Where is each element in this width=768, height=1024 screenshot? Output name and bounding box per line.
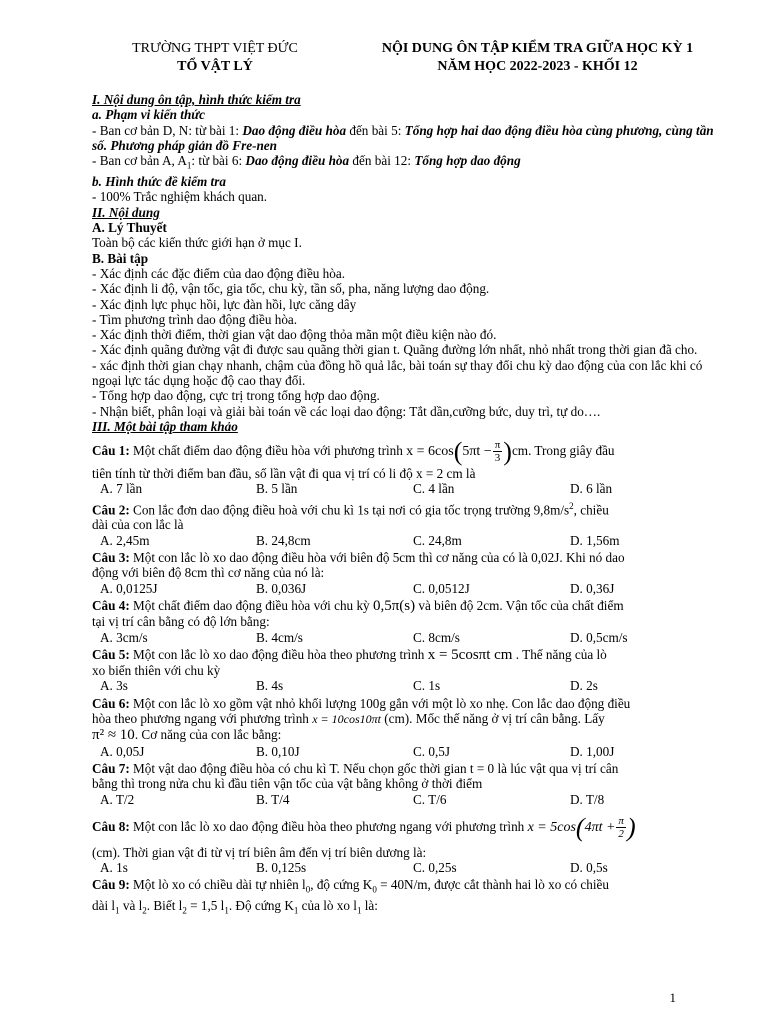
question-1: Câu 1: Một chất điểm dao động điều hòa với phương trình x = 6cos(5πt − $\frac{\pi}{3}$ )cm. Trong giây đầu tiên tính từ thời điểm ban đầu, số lần vật đi qua vị trí có li độ x = 2 cm là A. 7 lần B. 5 lần C. 4 lần D. 6 lần xyxy=(92,436,722,497)
section-1b-heading: b. Hình thức đề kiểm tra xyxy=(92,174,226,190)
section-2-heading: II. Nội dung xyxy=(92,204,160,220)
answer-options xyxy=(92,678,722,693)
exercise-item: - Xác định các đặc điểm của dao động điều hòa. xyxy=(92,265,346,281)
option-a[interactable]: A. 7 lần xyxy=(100,481,143,497)
question-6: Câu 6: Một con lắc lò xo gồm vật nhỏ khối lượng 100g gắn với một lò xo nhẹ. Con lắc dao động điều hòa theo phương ngang với phương trình x = 10cos10πt (cm). Mốc thế năng ở vị trí cân bằng. Lấy π² ≈ 10. Cơ năng của con lắc bằng: A. 0,05J B. 0,10J C. 0,5J D. 1,00J xyxy=(92,696,722,759)
exercise-item: - Tổng hợp dao động, cực trị trong tổng hợp dao động. xyxy=(92,388,380,404)
school-name: TRƯỜNG THPT VIỆT ĐỨC xyxy=(132,41,298,56)
question-label: Câu 4: xyxy=(92,597,130,613)
exercise-item: - Xác định li độ, vận tốc, gia tốc, chu kỳ, tần số, pha, năng lượng dao động. xyxy=(92,281,490,297)
doc-title: NỘI DUNG ÔN TẬP KIỂM TRA GIỮA HỌC KỲ 1 xyxy=(381,41,694,56)
question-label: Câu 5: xyxy=(92,646,130,662)
question-label: Câu 3: xyxy=(92,550,130,566)
option-a[interactable]: A. 3cm/s xyxy=(100,629,148,645)
header-left xyxy=(95,40,335,76)
theory-heading: A. Lý Thuyết xyxy=(92,220,167,236)
page-number: 1 xyxy=(669,990,676,1005)
answer-options xyxy=(92,744,722,759)
option-b[interactable]: B. 4cm/s xyxy=(256,629,303,645)
question-label: Câu 9: xyxy=(92,877,130,893)
option-c[interactable]: C. 1s xyxy=(413,678,441,694)
scope-line-2: - Ban cơ bản A, $A_1$: từ bài 6: Dao động điều hòa đến bài 12: Tổng hợp dao động xyxy=(92,153,521,171)
option-b[interactable]: B. T/4 xyxy=(256,791,290,807)
exercise-item: - Xác định thời điểm, thời gian vật dao động thỏa mãn một điều kiện nào đó. xyxy=(92,327,497,343)
question-2: Câu 2: Con lắc đơn dao động điều hoà với chu kì 1s tại nơi có gia tốc trọng trường $9,8m/s^2$, chiều dài của con lắc là A. 2,45m B. 24,8cm C. 24,8m D. 1,56m xyxy=(92,499,722,548)
section-1-heading: I. Nội dung ôn tập, hình thức kiểm tra xyxy=(92,92,301,107)
option-b[interactable]: B. 0,125s xyxy=(256,860,307,876)
option-a[interactable]: A. T/2 xyxy=(100,791,135,807)
question-5: Câu 5: Một con lắc lò xo dao động điều hòa theo phương trình x = 5cosπt cm . Thế năng của lò xo biến thiên với chu kỳ A. 3s B. 4s C. 1s D. 2s xyxy=(92,647,722,694)
answer-options xyxy=(92,533,722,548)
exercise-item: - Xác định lực phục hồi, lực đàn hồi, lực căng dây xyxy=(92,296,357,312)
equation: 0,5π(s) xyxy=(372,597,416,614)
option-d[interactable]: D. 2s xyxy=(570,678,598,694)
theory-line: Toàn bộ các kiến thức giới hạn ở mục I. xyxy=(92,235,302,251)
option-d[interactable]: D. 0,5s xyxy=(570,860,608,876)
question-label: Câu 2: xyxy=(92,502,130,518)
option-b[interactable]: B. 0,10J xyxy=(256,743,300,759)
question-label: Câu 1: xyxy=(92,443,130,459)
question-3: Câu 3: Một con lắc lò xo dao động điều hòa với biên độ 5cm thì cơ năng của có là 0,02J. Khi nó dao động với biên độ 8cm thì cơ năng của nó là: A. 0,0125J B. 0,036J C. 0,0512J D. 0,36J xyxy=(92,550,722,596)
question-label: Câu 8: xyxy=(92,818,130,834)
option-a[interactable]: A. 2,45m xyxy=(100,532,150,548)
exercise-item: - xác định thời gian chạy nhanh, chậm của đồng hồ quả lắc, bài toán sự thay đổi chu kỳ dao động của con lắc khi có ngoại lực tác dụng hoặc độ cao thay đổi. xyxy=(92,357,703,388)
question-4: Câu 4: Một chất điểm dao động điều hòa với chu kỳ 0,5π(s) và biên độ 2cm. Vận tốc của chất điểm tại vị trí cân bằng có độ lớn bằng: A. 3cm/s B. 4cm/s C. 8cm/s D. 0,5cm/s xyxy=(92,598,722,645)
option-a[interactable]: A. 0,0125J xyxy=(100,580,158,596)
option-b[interactable]: B. 5 lần xyxy=(256,481,298,497)
exam-format-line: - 100% Trắc nghiệm khách quan. xyxy=(92,189,268,205)
equation: x = 5cosπt cm xyxy=(427,646,513,663)
option-d[interactable]: D. 0,36J xyxy=(570,580,615,596)
option-d[interactable]: D. T/8 xyxy=(570,791,605,807)
section-3-heading: III. Một bài tập tham khảo xyxy=(92,418,238,434)
section-1a-heading: a. Phạm vi kiến thức xyxy=(92,107,206,123)
exercise-heading: B. Bài tập xyxy=(92,250,149,266)
option-a[interactable]: A. 3s xyxy=(100,678,128,694)
answer-options xyxy=(92,481,722,496)
exercise-item: - Xác định quãng đường vật đi được sau quãng thời gian t. Quãng đường lớn nhất, nhỏ nhất trong thời gian đã cho. xyxy=(92,342,698,358)
option-d[interactable]: D. 1,56m xyxy=(570,532,620,548)
question-9: Câu 9: Một lò xo có chiều dài tự nhiên $l_0$, độ cứng $K_0 = 40N/m$, được cắt thành hai lò xo có chiều dài $l_1$ và $l_2$. Biết $l_2 = 1,5$ $l_1$. Độ cứng $K_1$ của lò xo $l_1$ là: xyxy=(92,877,609,916)
equation: x = 6cos(5πt − $\frac{\pi}{3}$ ) xyxy=(406,436,512,466)
answer-options xyxy=(92,860,722,875)
answer-options xyxy=(92,581,722,596)
equation: x = 5cos(4πt + $\frac{\pi}{2}$ ) xyxy=(527,812,636,842)
equation: π² ≈ 10 xyxy=(92,727,135,744)
answer-options xyxy=(92,792,722,807)
scope-line-1: - Ban cơ bản D, N: từ bài 1: Dao động điều hòa đến bài 5: Tổng hợp hai dao động điều hòa cùng phương, cùng tần số. Phương pháp giản đồ Fre-nen xyxy=(92,122,714,153)
document-body xyxy=(92,92,722,919)
question-label: Câu 6: xyxy=(92,695,130,711)
option-b[interactable]: B. 0,036J xyxy=(256,580,307,596)
option-c[interactable]: C. 0,5J xyxy=(413,743,451,759)
option-b[interactable]: B. 4s xyxy=(256,678,284,694)
option-c[interactable]: C. 4 lần xyxy=(413,481,455,497)
option-c[interactable]: C. T/6 xyxy=(413,791,447,807)
exercise-item: - Nhận biết, phân loại và giải bài toán về các loại dao động: Tắt dần,cưỡng bức, duy trì, tự do…. xyxy=(92,403,601,419)
answer-options xyxy=(92,630,722,645)
option-d[interactable]: D. 1,00J xyxy=(570,743,615,759)
option-c[interactable]: C. 8cm/s xyxy=(413,629,460,645)
option-a[interactable]: A. 0,05J xyxy=(100,743,145,759)
option-c[interactable]: C. 0,25s xyxy=(413,860,457,876)
question-7: Câu 7: Một vật dao động điều hòa có chu kì T. Nếu chọn gốc thời gian t = 0 là lúc vật qua vị trí cân bằng thì trong nửa chu kì đầu tiên vận tốc của vật bằng không ở thời điểm A. T/2 B. T/4 C. T/6 D. T/8 xyxy=(92,761,722,807)
option-c[interactable]: C. 0,0512J xyxy=(413,580,470,596)
question-8: Câu 8: Một con lắc lò xo dao động điều hòa theo phương ngang với phương trình x = 5cos(4πt + $\frac{\pi}{2}$ ) (cm). Thời gian vật đi từ vị trí biên âm đến vị trí biên dương là: A. 1s B. 0,125s C. 0,25s D. 0,5s xyxy=(92,809,722,876)
exercise-item: - Tìm phương trình dao động điều hòa. xyxy=(92,311,298,327)
department-name: TỔ VẬT LÝ xyxy=(177,59,253,74)
option-b[interactable]: B. 24,8cm xyxy=(256,532,311,548)
option-d[interactable]: D. 6 lần xyxy=(570,481,613,497)
option-d[interactable]: D. 0,5cm/s xyxy=(570,629,628,645)
option-c[interactable]: C. 24,8m xyxy=(413,532,462,548)
doc-subtitle: NĂM HỌC 2022-2023 - KHỐI 12 xyxy=(437,59,638,74)
header-right xyxy=(340,40,735,76)
question-label: Câu 7: xyxy=(92,760,130,776)
equation: x = 10cos10πt xyxy=(312,712,381,727)
option-a[interactable]: A. 1s xyxy=(100,860,128,876)
